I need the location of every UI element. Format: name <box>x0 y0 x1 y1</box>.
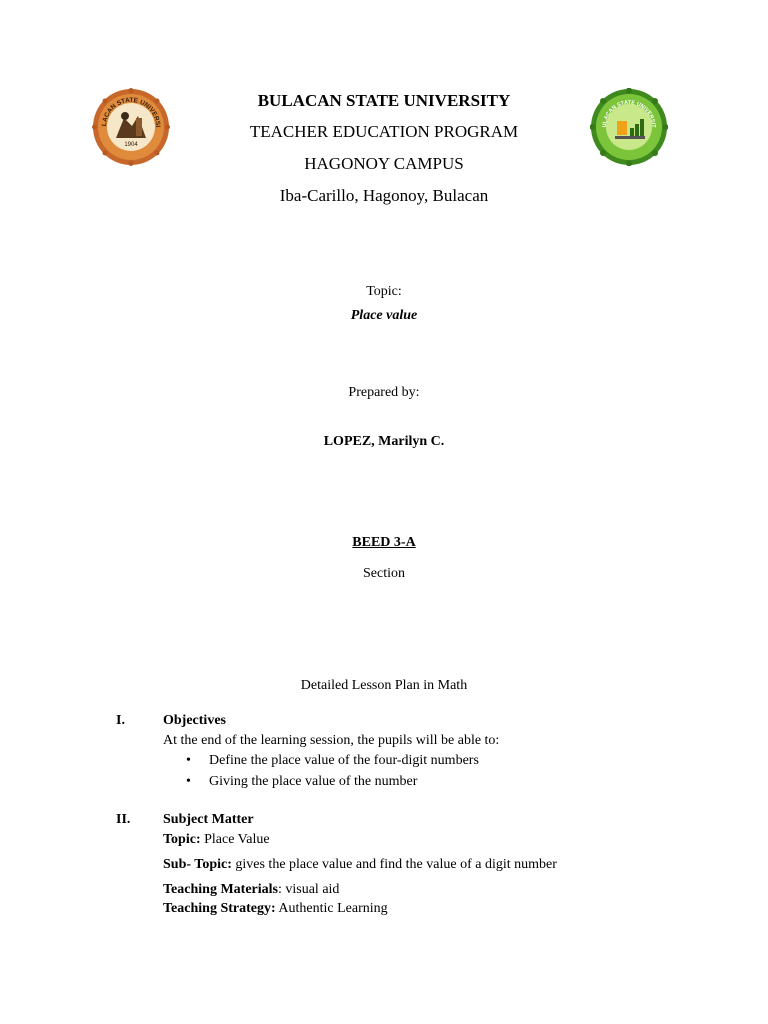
subject-matter-heading: Subject Matter <box>163 812 254 827</box>
program-name: TEACHER EDUCATION PROGRAM <box>249 122 519 141</box>
section-value: BEED 3-A <box>352 535 416 550</box>
objective-item: Define the place value of the four-digit numbers <box>209 753 479 768</box>
bullet-icon: • <box>186 774 191 789</box>
campus-address: Iba-Carillo, Hagonoy, Bulacan <box>279 186 489 205</box>
teaching-strategy-line <box>163 901 388 917</box>
svg-text:1904: 1904 <box>124 142 138 148</box>
teaching-materials-line <box>163 882 339 898</box>
section-label: Section <box>363 566 405 581</box>
subtopic-label: Sub- Topic: <box>163 857 232 872</box>
subject-topic-line <box>163 832 270 848</box>
document-title: Detailed Lesson Plan in Math <box>300 678 468 693</box>
topic-label: Topic: <box>366 284 402 299</box>
subtopic-value: gives the place value and find the value of a digit number <box>231 857 557 872</box>
subtopic-line <box>163 857 557 873</box>
university-name: BULACAN STATE UNIVERSITY <box>257 91 511 110</box>
svg-text:BULACAN STATE UNIVERSITY: LACAN STATE UNIVERSI <box>100 96 162 128</box>
subject-topic-label: Topic: <box>163 832 201 847</box>
objective-item: Giving the place value of the number <box>209 774 418 789</box>
subject-matter-numeral: II. <box>116 812 131 827</box>
objectives-intro: At the end of the learning session, the pupils will be able to: <box>163 733 500 748</box>
svg-text:BULACAN STATE UNIVERSITY: ULACAN STATE UNIVERSIT <box>601 99 657 128</box>
author-name: LOPEZ, Marilyn C. <box>323 434 445 449</box>
teaching-strategy-value: Authentic Learning <box>275 901 388 916</box>
teaching-strategy-label: Teaching Strategy: <box>163 901 276 916</box>
topic-value: Place value <box>350 308 418 323</box>
subject-topic-value: Place Value <box>200 832 270 847</box>
teaching-materials-value: : visual aid <box>277 882 340 897</box>
objectives-heading: Objectives <box>163 713 226 728</box>
teaching-materials-label: Teaching Materials <box>163 882 278 897</box>
campus-name: HAGONOY CAMPUS <box>304 154 464 173</box>
prepared-by-label: Prepared by: <box>348 385 420 400</box>
objectives-numeral: I. <box>116 713 125 728</box>
bullet-icon: • <box>186 753 191 768</box>
